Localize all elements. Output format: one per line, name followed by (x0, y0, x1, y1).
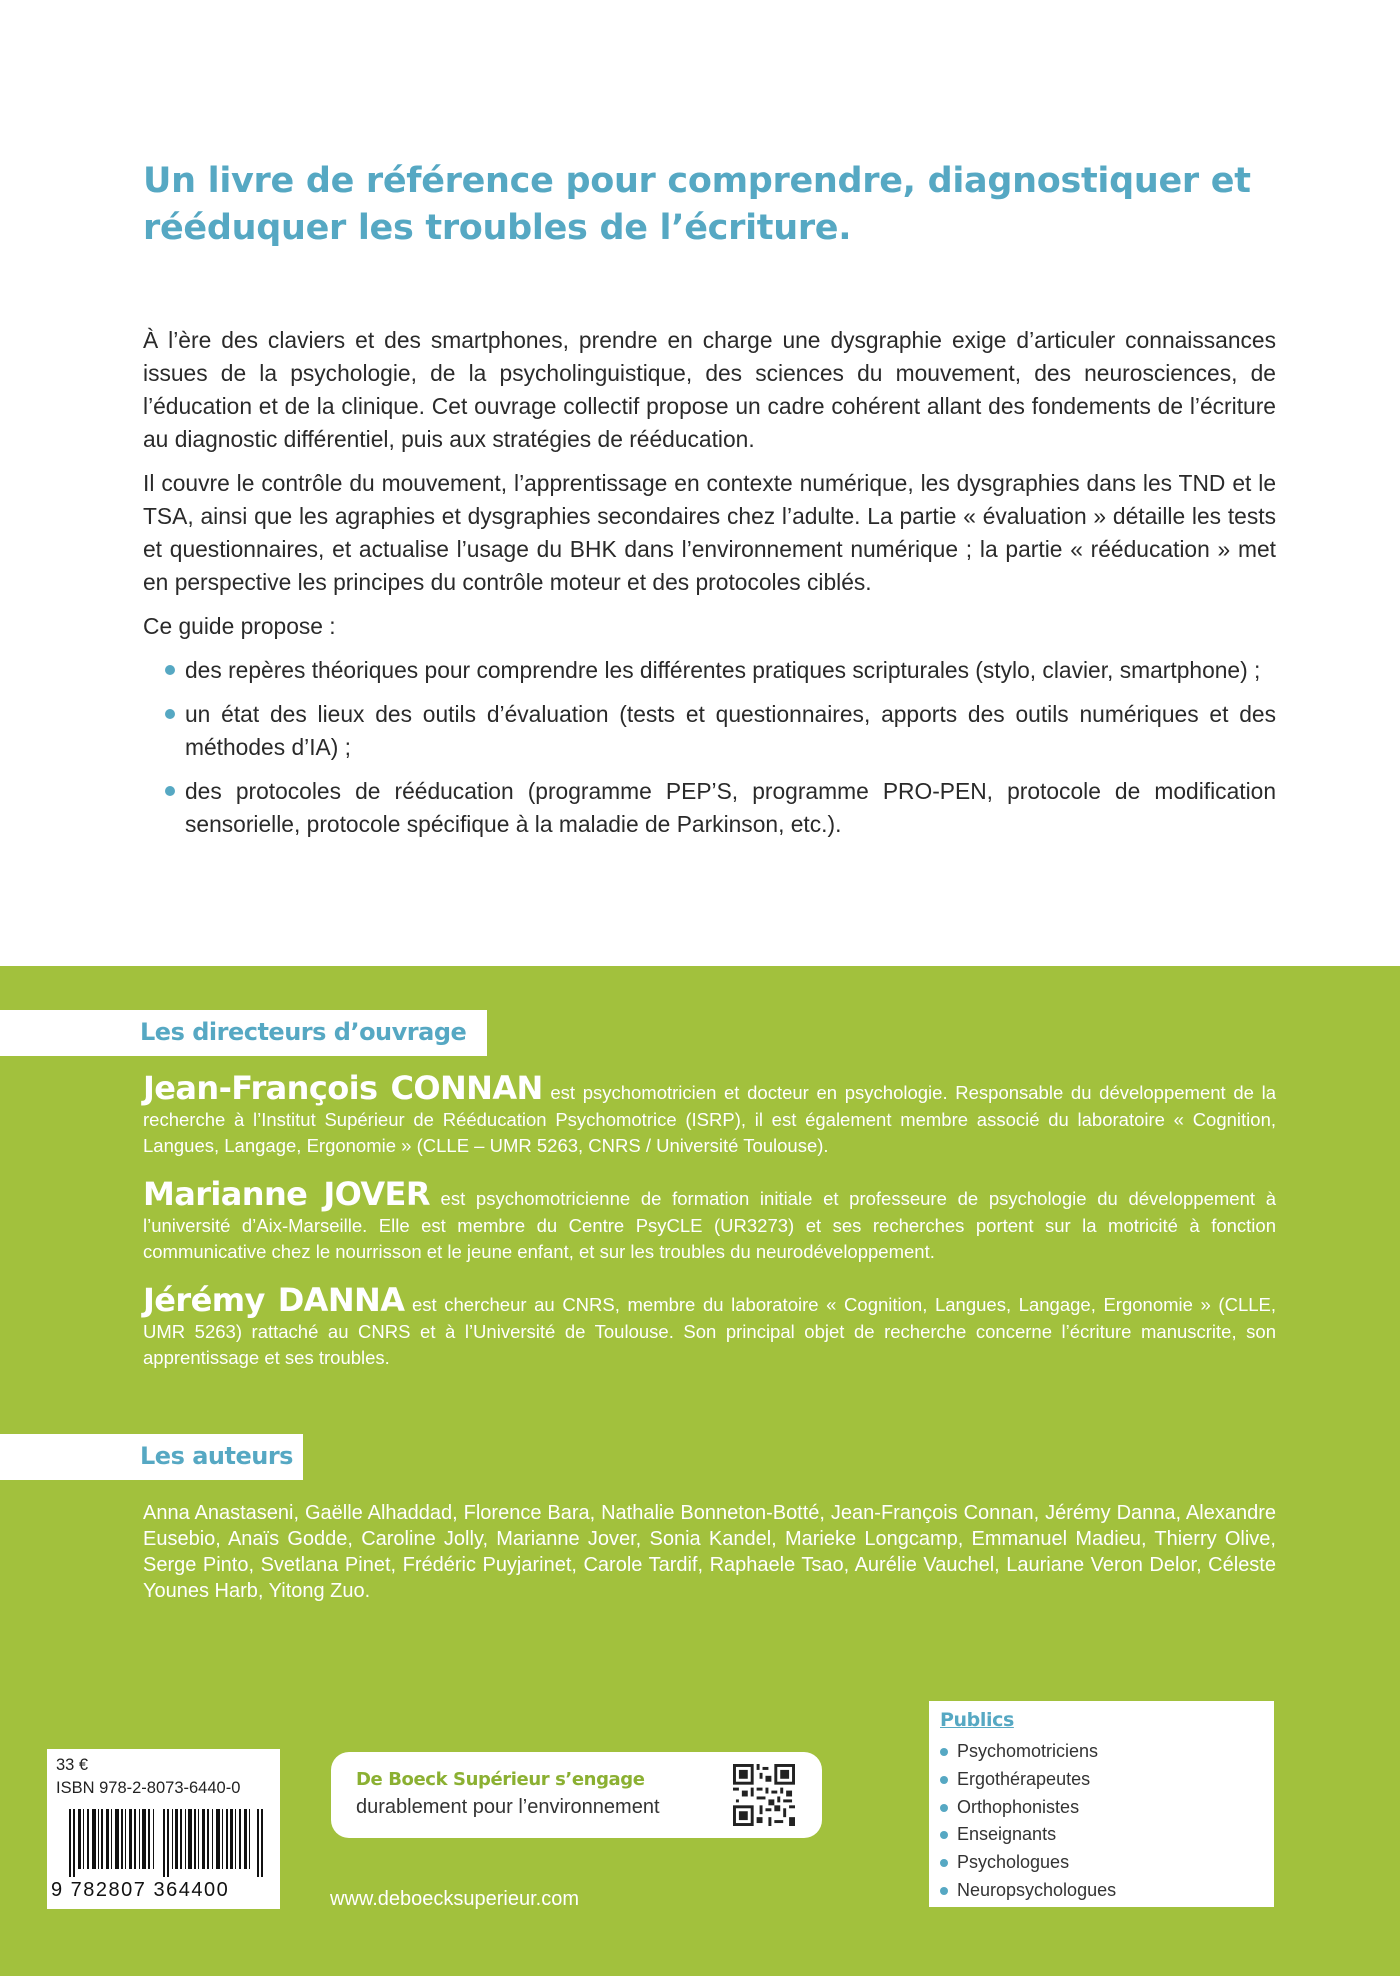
bullet-dot-icon (165, 665, 175, 675)
upper-section (0, 0, 1400, 966)
qr-code-icon[interactable] (733, 1764, 795, 1826)
directors-heading: Les directeurs d’ouvrage (140, 1018, 467, 1046)
list-item: Ergothérapeutes (940, 1766, 1116, 1794)
director-bio-3 (143, 1281, 1276, 1372)
isbn: ISBN 978-2-8073-6440-0 (56, 1779, 241, 1797)
list-item: Orthophonistes (940, 1794, 1116, 1822)
authors-list: Anna Anastaseni, Gaëlle Alhaddad, Florence Bara, Nathalie Bonneton-Botté, Jean-François Connan, Jérémy Danna, Alexandre Eusebio, Anaïs Godde, Caroline Jolly, Marianne Jover, Sonia Kandel, Marieke Longcamp, Emmanuel Madieu, Thierry Olive, Serge Pinto, Svetlana Pinet, Frédéric Puyjarinet, Carole Tardif, Raphaele Tsao, Aurélie Vauchel, Lauriane Veron Delor, Céleste Younes Harb, Yitong Zuo. (143, 1502, 1276, 1602)
director-name: Jean-François CONNAN (143, 1069, 543, 1107)
publics-heading: Publics (940, 1709, 1014, 1731)
bullet-dot-icon (165, 786, 175, 796)
eco-line-1: De Boeck Supérieur s’engage (356, 1769, 645, 1790)
director-description: est chercheur au CNRS, membre du laboratoire « Cognition, Langues, Langage, Ergonomie » (CLLE, UMR 5263) rattaché au CNRS et à l’Université de Toulouse. Son principal objet de recherche concerne l’écriture manuscrite, son apprentissage et ses troubles. (143, 1294, 1276, 1368)
director-description: est psychomotricienne de formation initiale et professeure de psychologie du développement à l’université d’Aix-Marseille. Elle est membre du Centre PsyCLE (UR3273) et ses recherches portent sur la motricité à fonction communicative chez le nourrisson et le jeune enfant, et sur les troubles du neurodéveloppement. (143, 1188, 1276, 1262)
director-bio-1 (143, 1069, 1276, 1160)
list-item: Neuropsychologues (940, 1877, 1116, 1905)
headline: Un livre de référence pour comprendre, diagnostiquer et rééduquer les troubles de l’écriture. (143, 161, 1251, 248)
authors-heading: Les auteurs (140, 1442, 293, 1470)
price-barcode-box (47, 1749, 280, 1909)
director-name: Jérémy DANNA (143, 1281, 405, 1319)
publics-box (929, 1701, 1274, 1907)
eco-commitment-badge (331, 1752, 822, 1838)
list-item: des repères théoriques pour comprendre les différentes pratiques scripturales (stylo, clavier, smartphone) ; (185, 654, 1276, 687)
publics-list (940, 1738, 1116, 1905)
barcode-icon (69, 1809, 265, 1877)
guide-list (143, 654, 1276, 841)
publisher-website-link[interactable]: www.deboecksuperieur.com (330, 1888, 580, 1910)
eco-line-2: durablement pour l’environnement (356, 1796, 660, 1818)
list-item: des protocoles de rééducation (programme PEP’S, programme PRO-PEN, protocole de modification sensorielle, protocole spécifique à la maladie de Parkinson, etc.). (185, 775, 1276, 841)
list-item: Enseignants (940, 1821, 1116, 1849)
paragraph-1: À l’ère des claviers et des smartphones, prendre en charge une dysgraphie exige d’articuler connaissances issues de la psychologie, de la psycholinguistique, des sciences du mouvement, des neurosciences, de l’éducation et de la clinique. Cet ouvrage collectif propose un cadre cohérent allant des fondements de l’écriture au diagnostic différentiel, puis aux stratégies de rééducation. (143, 327, 1276, 452)
barcode-digits: 9 782807 364400 (51, 1879, 230, 1901)
price: 33 € (56, 1756, 89, 1774)
description (143, 324, 1276, 852)
paragraph-2: Il couvre le contrôle du mouvement, l’apprentissage en contexte numérique, les dysgraphies dans les TND et le TSA, ainsi que les agraphies et dysgraphies secondaires chez l’adulte. La partie « évaluation » détaille les tests et questionnaires, et actualise l’usage du BHK dans l’environnement numérique ; la partie « rééducation » met en perspective les principes du contrôle moteur et des protocoles ciblés. (143, 470, 1276, 595)
bullet-dot-icon (165, 709, 175, 719)
directors-heading-tab (0, 1010, 487, 1056)
paragraph-3: Ce guide propose : (143, 613, 336, 639)
director-name: Marianne JOVER (143, 1175, 430, 1213)
director-description: est psychomotricien et docteur en psychologie. Responsable du développement de la recherche à l’Institut Supérieur de Rééducation Psychomotrice (ISRP), il est également membre associé du laboratoire « Cognition, Langues, Langage, Ergonomie » (CLLE – UMR 5263, CNRS / Université Toulouse). (143, 1082, 1276, 1156)
list-item: Psychomotriciens (940, 1738, 1116, 1766)
authors-heading-tab (0, 1434, 303, 1480)
director-bio-2 (143, 1175, 1276, 1266)
list-item: Psychologues (940, 1849, 1116, 1877)
list-item: un état des lieux des outils d’évaluation (tests et questionnaires, apports des outils numériques et des méthodes d’IA) ; (185, 698, 1276, 764)
